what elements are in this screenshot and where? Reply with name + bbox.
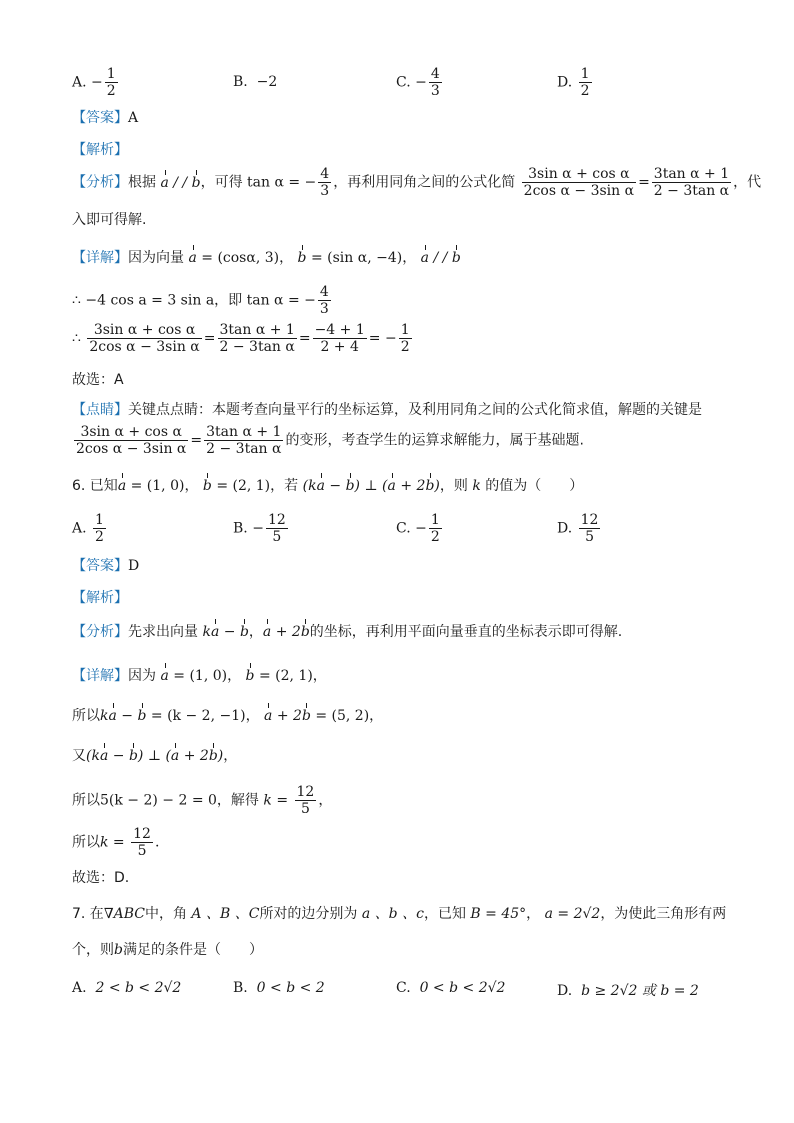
q6-fenxi: 【分析】先求出向量 ka − b，a + 2b的坐标，再利用平面向量垂直的坐标表示即可得解. xyxy=(72,624,623,640)
q5-fenxi: 【分析】根据 a / / b，可得 tan α = − $\frac{4}{3}$ ，再利用同角之间的公式化简 $\frac{\text{3sin α + cos α}}{\text{2cos α − 3sin α}}$ = $\frac{\text{3tan α + 1}}{\text{2 − 3tan α}}$ ，代 xyxy=(72,166,762,200)
q6-option-a: A. $\frac{1}{2}$ xyxy=(72,512,104,546)
q6-suoyi2: 所以5(k − 2) − 2 = 0，解得 k = $\frac{12}{5}$ ， xyxy=(72,784,333,818)
q6-xiangjie: 【详解】因为 a = (1, 0)， b = (2, 1)， xyxy=(72,668,327,684)
q5-analysis-heading: 【解析】 xyxy=(72,142,128,158)
q5-option-a: A. − $\frac{1}{2}$ xyxy=(72,66,116,100)
q7-option-d: D. b ≥ 2√2 或 b = 2 xyxy=(557,983,699,999)
q5-answer: 【答案】A xyxy=(72,110,139,126)
q5-fenxi-cont: 入即可得解. xyxy=(72,212,147,228)
q6-suoyi3: 所以k = $\frac{12}{5}$ . xyxy=(72,826,160,860)
q6-choose: 故选：D. xyxy=(72,870,130,886)
q5-dianjing-cont: $\frac{\text{3sin α + cos α}}{\text{2cos α − 3sin α}}$ = $\frac{\text{3tan α + 1}}{\text{2 − 3tan α}}$ 的变形，考查学生的运算求解能力，属于基础题. xyxy=(76,424,584,458)
q7-option-a: A. 2 < b < 2√2 xyxy=(72,980,182,996)
q5-option-d: D. $\frac{1}{2}$ xyxy=(557,66,590,100)
q5-step2: ∴ $\frac{\text{3sin α + cos α}}{\text{2cos α − 3sin α}}$ = $\frac{\text{3tan α + 1}}{\text{2 − 3tan α}}$ = $\frac{-4 + 1}{2 + 4}$ = − $\frac{1}{2}$ xyxy=(72,322,410,356)
q6-stem: 6. 已知a = (1, 0)， b = (2, 1)，若 (ka − b) ⊥ (a + 2b)，则 k 的值为（ ） xyxy=(72,478,584,494)
q6-answer: 【答案】D xyxy=(72,558,140,574)
q5-option-c: C. − $\frac{4}{3}$ xyxy=(396,66,440,100)
q5-option-b: B. −2 xyxy=(233,74,278,90)
q6-option-c: C. − $\frac{1}{2}$ xyxy=(396,512,440,546)
q6-option-d: D. $\frac{12}{5}$ xyxy=(557,512,599,546)
q6-you: 又(ka − b) ⊥ (a + 2b)， xyxy=(72,748,238,764)
q6-option-b: B. − $\frac{12}{5}$ xyxy=(233,512,286,546)
q7-stem: 7. 在∇ABC中，角 A 、B 、C所对的边分别为 a 、b 、c，已知 B = 45°， a = 2√2，为使此三角形有两 xyxy=(72,906,727,922)
q5-dianjing: 【点睛】关键点点睛：本题考查向量平行的坐标运算，及利用同角之间的公式化简求值，解题的关键是 xyxy=(72,402,702,418)
q5-step1: ∴ −4 cos a = 3 sin a，即 tan α = − $\frac{4}{3}$ xyxy=(72,284,329,318)
q5-choose: 故选：A xyxy=(72,372,124,388)
q5-xiangjie: 【详解】因为向量 a = (cosα, 3)， b = (sin α, −4)， a / / b xyxy=(72,250,461,266)
q7-option-b: B. 0 < b < 2 xyxy=(233,980,325,996)
q7-option-c: C. 0 < b < 2√2 xyxy=(396,980,506,996)
q7-stem-cont: 个，则b满足的条件是（ ） xyxy=(72,942,263,958)
q6-analysis-heading: 【解析】 xyxy=(72,590,128,606)
q6-suoyi1: 所以ka − b = (k − 2, −1)， a + 2b = (5, 2)， xyxy=(72,708,384,724)
